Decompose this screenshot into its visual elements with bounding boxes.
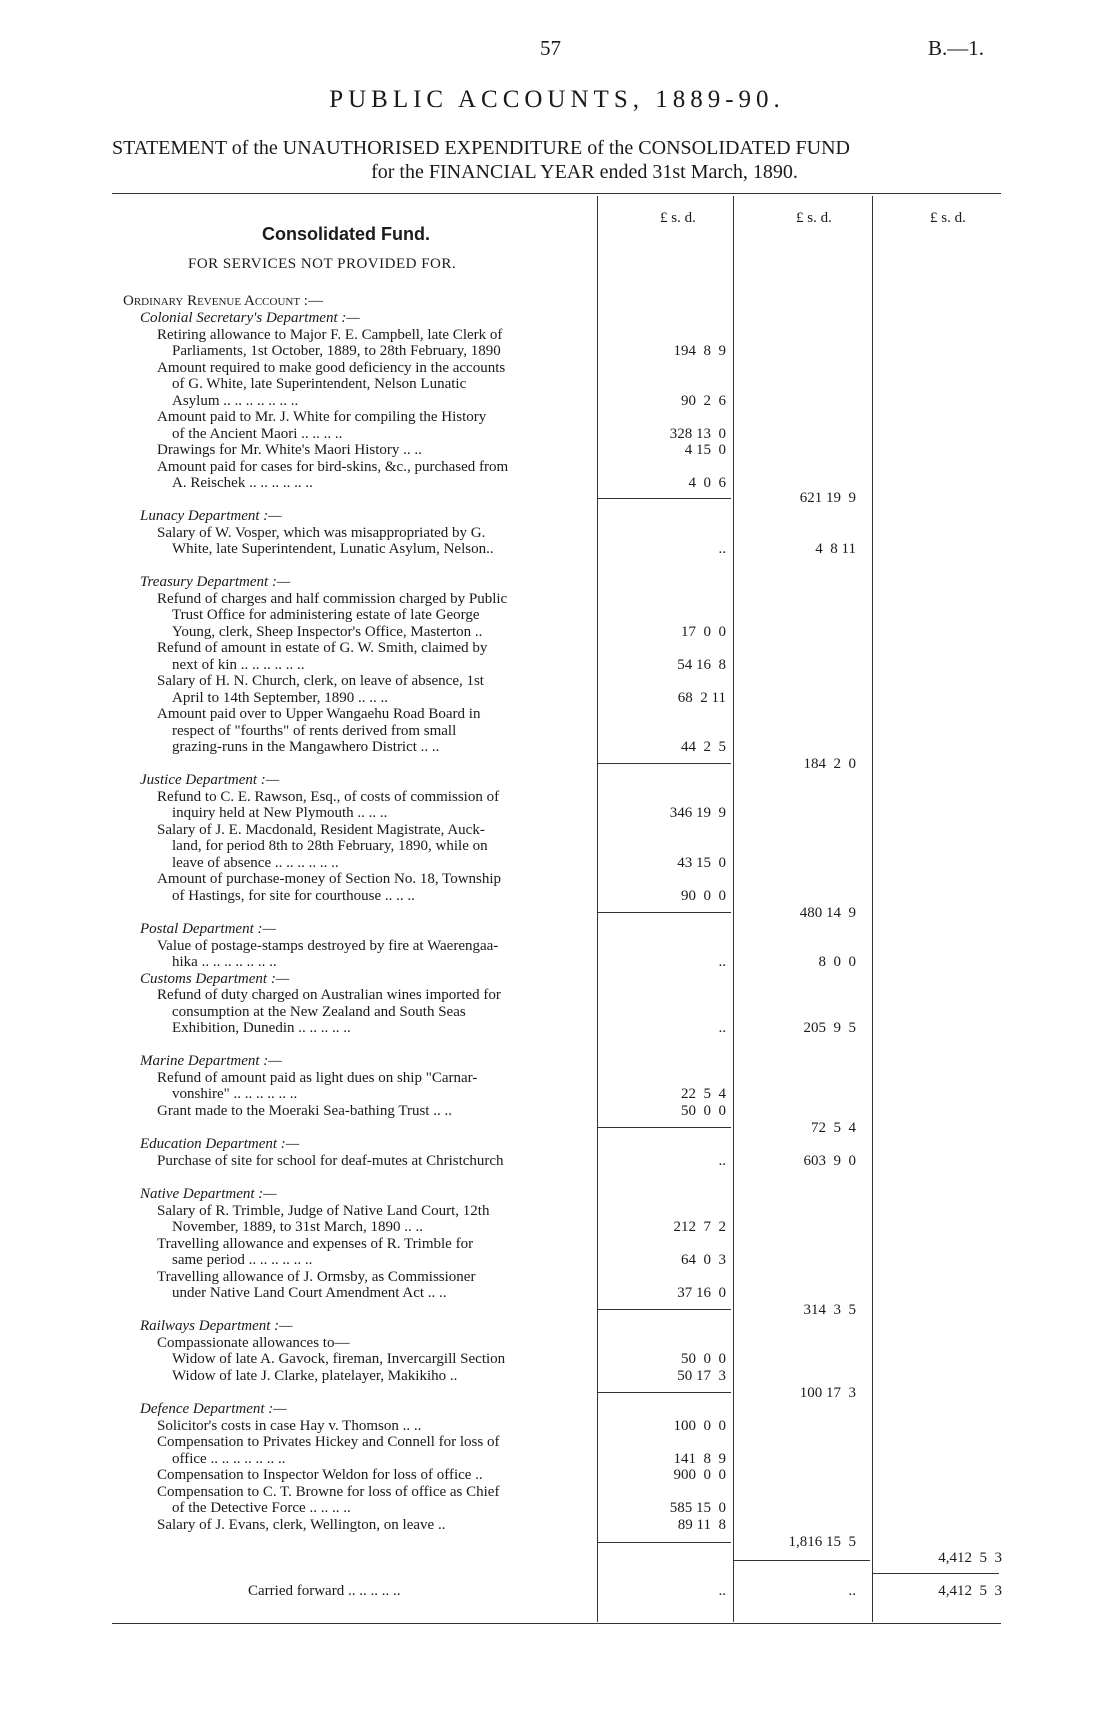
amount-cell: 184 2 0: [803, 756, 856, 772]
page-title: PUBLIC ACCOUNTS, 1889-90.: [329, 86, 785, 113]
amount-cell: 4 0 6: [688, 475, 726, 491]
statement-line: office .. .. .. .. .. .. ..: [172, 1451, 286, 1467]
subtotal-rule: [598, 912, 731, 913]
statement-line: of G. White, late Superintendent, Nelson Lunatic: [172, 376, 467, 392]
department-heading: Defence Department :—: [140, 1401, 287, 1417]
amount-cell: 1,816 15 5: [788, 1534, 856, 1550]
amount-cell: 44 2 5: [681, 739, 726, 755]
amount-cell: 37 16 0: [677, 1285, 726, 1301]
amount-cell: 212 7 2: [673, 1219, 726, 1235]
column-divider: [597, 196, 598, 1622]
amount-cell: 43 15 0: [677, 855, 726, 871]
amount-cell: 64 0 3: [681, 1252, 726, 1268]
statement-line: Amount paid for cases for bird-skins, &c., purchased from: [157, 459, 509, 475]
statement-line: of Hastings, for site for courthouse .. .. ..: [172, 888, 415, 904]
statement-line: land, for period 8th to 28th February, 1890, while on: [172, 838, 488, 854]
amount-cell: ..: [848, 1583, 856, 1599]
amount-cell: ..: [718, 1020, 726, 1036]
amount-cell: 50 0 0: [681, 1103, 726, 1119]
amount-cell: ..: [718, 954, 726, 970]
statement-line: Widow of late A. Gavock, fireman, Invercargill Section: [172, 1351, 506, 1367]
statement-line: White, late Superintendent, Lunatic Asylum, Nelson..: [172, 541, 494, 557]
amount-cell: 346 19 9: [669, 805, 726, 821]
department-heading: Treasury Department :—: [140, 574, 291, 590]
column-header-a: £ s. d.: [660, 210, 696, 226]
statement-line: next of kin .. .. .. .. .. ..: [172, 657, 305, 673]
statement-line: Amount required to make good deficiency in the accounts: [157, 360, 506, 376]
amount-cell: ..: [718, 541, 726, 557]
department-heading: Colonial Secretary's Department :—: [140, 310, 360, 326]
statement-line: Compensation to Privates Hickey and Connell for loss of: [157, 1434, 500, 1450]
amount-cell: 4 8 11: [815, 541, 856, 557]
statement-line: Drawings for Mr. White's Maori History .. ..: [157, 442, 422, 458]
amount-cell: 50 0 0: [681, 1351, 726, 1367]
statement-line: Refund of amount in estate of G. W. Smith, claimed by: [157, 640, 488, 656]
amount-cell: 100 0 0: [673, 1418, 726, 1434]
statement-line: Refund of amount paid as light dues on ship "Carnar-: [157, 1070, 478, 1086]
statement-line: Trust Office for administering estate of late George: [172, 607, 480, 623]
statement-line: April to 14th September, 1890 .. .. ..: [172, 690, 389, 706]
amount-cell: 4,412 5 3: [938, 1583, 1002, 1599]
page-reference: B.—1.: [928, 36, 985, 60]
amount-cell: 100 17 3: [799, 1385, 856, 1401]
statement-line: inquiry held at New Plymouth .. .. ..: [172, 805, 388, 821]
amount-cell: 621 19 9: [799, 490, 856, 506]
statement-line: Compassionate allowances to—: [157, 1335, 350, 1351]
column-header-c: £ s. d.: [930, 210, 966, 226]
statement-line: A. Reischek .. .. .. .. .. ..: [172, 475, 313, 491]
amount-cell: 54 16 8: [677, 657, 726, 673]
department-heading: Marine Department :—: [140, 1053, 282, 1069]
amount-cell: 603 9 0: [803, 1153, 856, 1169]
statement-line: Compensation to C. T. Browne for loss of office as Chief: [157, 1484, 500, 1500]
account-heading: Ordinary Revenue Account :—: [123, 293, 323, 309]
column-divider: [872, 196, 873, 1622]
amount-cell: 89 11 8: [677, 1517, 726, 1533]
statement-line: of the Ancient Maori .. .. .. ..: [172, 426, 343, 442]
statement-line: same period .. .. .. .. .. ..: [172, 1252, 313, 1268]
statement-line: Refund of duty charged on Australian wines imported for: [157, 987, 501, 1003]
statement-line: Value of postage-stamps destroyed by fire at Waerengaa-: [157, 938, 499, 954]
statement-line: hika .. .. .. .. .. .. ..: [172, 954, 277, 970]
department-heading: Railways Department :—: [140, 1318, 293, 1334]
statement-line: Salary of J. E. Macdonald, Resident Magistrate, Auck-: [157, 822, 485, 838]
services-subheading: FOR SERVICES NOT PROVIDED FOR.: [188, 256, 457, 272]
statement-line: Amount paid over to Upper Wangaehu Road Board in: [157, 706, 481, 722]
statement-line: Widow of late J. Clarke, platelayer, Makikiho ..: [172, 1368, 458, 1384]
statement-line: Purchase of site for school for deaf-mutes at Christchurch: [157, 1153, 504, 1169]
department-heading: Lunacy Department :—: [140, 508, 282, 524]
statement-line: Compensation to Inspector Weldon for loss of office ..: [157, 1467, 483, 1483]
department-heading: Native Department :—: [140, 1186, 277, 1202]
amount-cell: 4,412 5 3: [938, 1550, 1002, 1566]
department-heading: Postal Department :—: [140, 921, 276, 937]
statement-line: Amount of purchase-money of Section No. 18, Township: [157, 871, 502, 887]
amount-cell: 900 0 0: [673, 1467, 726, 1483]
total-rule: [873, 1573, 999, 1574]
statement-line: vonshire" .. .. .. .. .. ..: [172, 1086, 298, 1102]
amount-cell: 17 0 0: [681, 624, 726, 640]
statement-line: Salary of J. Evans, clerk, Wellington, on leave ..: [157, 1517, 446, 1533]
statement-line: Asylum .. .. .. .. .. .. ..: [172, 393, 299, 409]
statement-line: Amount paid to Mr. J. White for compiling the History: [157, 409, 487, 425]
amount-cell: 328 13 0: [669, 426, 726, 442]
statement-line: Carried forward .. .. .. .. ..: [248, 1583, 401, 1599]
subtotal-rule: [598, 1127, 731, 1128]
column-header-b: £ s. d.: [796, 210, 832, 226]
total-rule: [734, 1560, 870, 1561]
amount-cell: ..: [718, 1153, 726, 1169]
statement-line: Refund of charges and half commission charged by Public: [157, 591, 508, 607]
statement-title-line2: for the FINANCIAL YEAR ended 31st March, 1890.: [371, 161, 798, 183]
amount-cell: 314 3 5: [803, 1302, 856, 1318]
amount-cell: 8 0 0: [818, 954, 856, 970]
fund-heading: Consolidated Fund.: [262, 224, 430, 244]
statement-line: Parliaments, 1st October, 1889, to 28th February, 1890: [172, 343, 501, 359]
statement-line: Salary of H. N. Church, clerk, on leave of absence, 1st: [157, 673, 484, 689]
subtotal-rule: [598, 498, 731, 499]
statement-line: Salary of W. Vosper, which was misappropriated by G.: [157, 525, 486, 541]
statement-line: Solicitor's costs in case Hay v. Thomson .. ..: [157, 1418, 422, 1434]
amount-cell: 194 8 9: [673, 343, 726, 359]
amount-cell: 90 0 0: [681, 888, 726, 904]
amount-cell: 90 2 6: [681, 393, 726, 409]
amount-cell: 50 17 3: [677, 1368, 726, 1384]
department-heading: Customs Department :—: [140, 971, 290, 987]
amount-cell: 141 8 9: [673, 1451, 726, 1467]
amount-cell: 68 2 11: [677, 690, 726, 706]
subtotal-rule: [598, 763, 731, 764]
statement-line: consumption at the New Zealand and South Seas: [172, 1004, 466, 1020]
statement-line: of the Detective Force .. .. .. ..: [172, 1500, 351, 1516]
amount-cell: 72 5 4: [811, 1120, 856, 1136]
statement-line: grazing-runs in the Mangawhero District .. ..: [172, 739, 440, 755]
department-heading: Education Department :—: [140, 1136, 300, 1152]
statement-line: respect of "fourths" of rents derived from small: [172, 723, 457, 739]
statement-line: Exhibition, Dunedin .. .. .. .. ..: [172, 1020, 351, 1036]
statement-line: Salary of R. Trimble, Judge of Native Land Court, 12th: [157, 1203, 490, 1219]
page-number: 57: [540, 36, 561, 60]
statement-line: Refund to C. E. Rawson, Esq., of costs of commission of: [157, 789, 500, 805]
amount-cell: 22 5 4: [681, 1086, 726, 1102]
statement-title-line1: STATEMENT of the UNAUTHORISED EXPENDITURE of the CONSOLIDATED FUND: [112, 137, 850, 159]
statement-line: Young, clerk, Sheep Inspector's Office, Masterton ..: [172, 624, 483, 640]
statement-line: November, 1889, to 31st March, 1890 .. ..: [172, 1219, 424, 1235]
subtotal-rule: [598, 1309, 731, 1310]
column-divider: [733, 196, 734, 1622]
subtotal-rule: [598, 1542, 731, 1543]
amount-cell: 4 15 0: [684, 442, 726, 458]
amount-cell: 585 15 0: [669, 1500, 726, 1516]
department-heading: Justice Department :—: [140, 772, 280, 788]
amount-cell: 480 14 9: [799, 905, 856, 921]
amount-cell: ..: [718, 1583, 726, 1599]
amount-cell: 205 9 5: [803, 1020, 856, 1036]
statement-line: under Native Land Court Amendment Act .. ..: [172, 1285, 447, 1301]
subtotal-rule: [598, 1392, 731, 1393]
statement-line: Travelling allowance and expenses of R. Trimble for: [157, 1236, 474, 1252]
statement-line: Retiring allowance to Major F. E. Campbell, late Clerk of: [157, 327, 503, 343]
statement-line: leave of absence .. .. .. .. .. ..: [172, 855, 339, 871]
statement-line: Travelling allowance of J. Ormsby, as Commissioner: [157, 1269, 476, 1285]
statement-line: Grant made to the Moeraki Sea-bathing Trust .. ..: [157, 1103, 452, 1119]
